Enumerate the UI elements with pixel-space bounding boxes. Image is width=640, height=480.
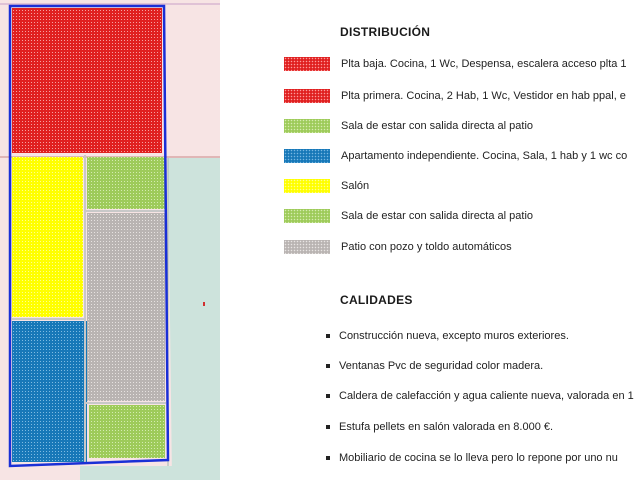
bullet-icon — [326, 456, 330, 460]
room-gray-patio — [87, 213, 165, 401]
floor-plan — [0, 0, 220, 480]
legend-swatch — [284, 240, 330, 254]
room-yellow — [12, 157, 83, 317]
room-red — [12, 8, 162, 153]
bullet-icon — [326, 364, 330, 368]
legend-swatch — [284, 149, 330, 163]
calidad-text: Caldera de calefacción y agua caliente nueva, valorada en 1 — [339, 390, 634, 402]
legend-swatch — [284, 119, 330, 133]
calidad-text: Estufa pellets en salón valorada en 8.000 €. — [339, 421, 554, 433]
room-blue — [12, 321, 87, 462]
legend-label: Plta baja. Cocina, 1 Wc, Despensa, escalera acceso plta 1 — [341, 58, 627, 70]
legend-label: Sala de estar con salida directa al patio — [341, 120, 534, 132]
marker-dot — [203, 302, 205, 306]
room-green-top — [87, 157, 165, 209]
calidad-text: Mobiliario de cocina se lo lleva pero lo repone por uno nu — [339, 452, 618, 464]
legend-swatch — [284, 89, 330, 103]
legend-label: Sala de estar con salida directa al patio — [341, 210, 534, 222]
legend-label: Apartamento independiente. Cocina, Sala, 1 hab y 1 wc co — [341, 150, 628, 162]
neighbor-parcel — [168, 158, 220, 480]
info-panel — [220, 0, 640, 480]
legend-label: Plta primera. Cocina, 2 Hab, 1 Wc, Vestidor en hab ppal, e — [341, 90, 626, 102]
neighbor-strip — [80, 466, 172, 480]
legend-swatch — [284, 179, 330, 193]
bullet-icon — [326, 334, 330, 338]
calidad-text: Ventanas Pvc de seguridad color madera. — [339, 360, 544, 372]
calidades-title: CALIDADES — [340, 293, 413, 307]
legend-label: Patio con pozo y toldo automáticos — [341, 241, 512, 253]
legend-label: Salón — [341, 180, 370, 192]
calidad-text: Construcción nueva, excepto muros exteriores. — [339, 330, 569, 342]
legend-swatch — [284, 209, 330, 223]
bullet-icon — [326, 425, 330, 429]
bullet-icon — [326, 394, 330, 398]
room-green-bottom — [89, 405, 165, 458]
distribucion-title: DISTRIBUCIÓN — [340, 25, 431, 39]
legend-swatch — [284, 57, 330, 71]
